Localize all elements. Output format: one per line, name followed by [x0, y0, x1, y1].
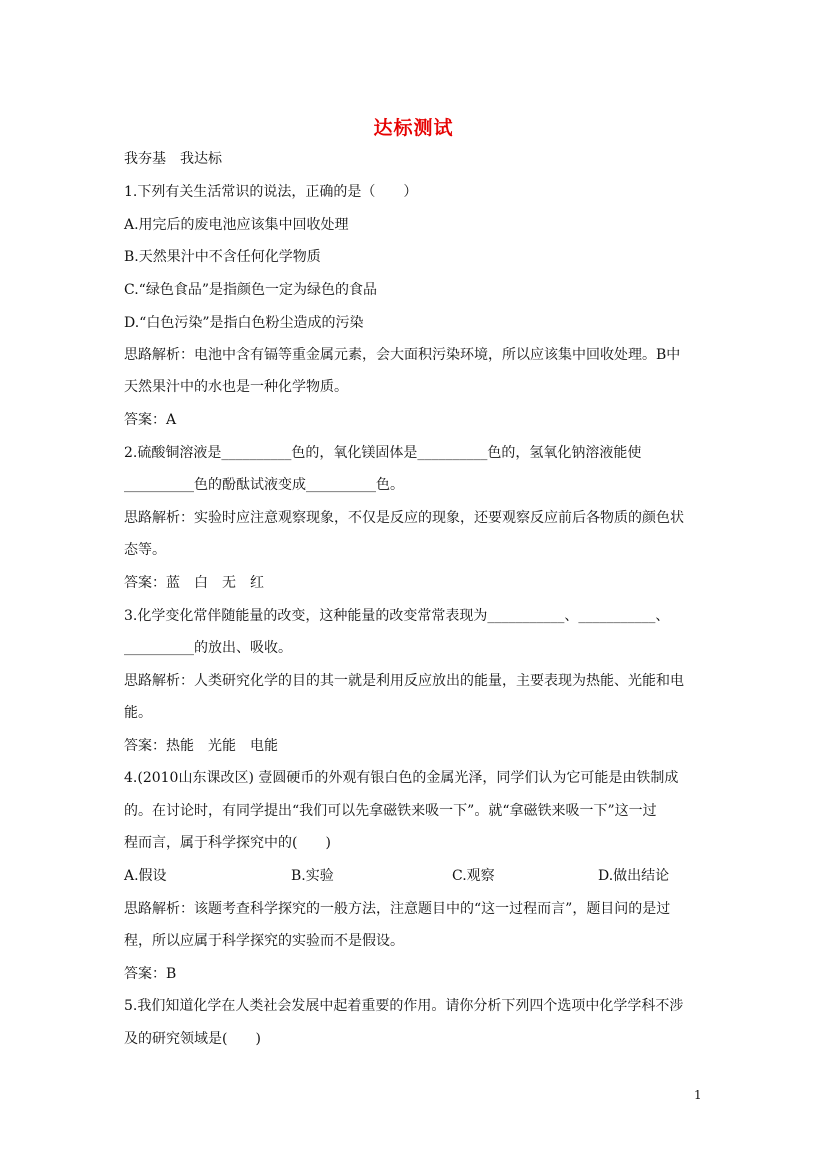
- q3-answer: 答案：热能 光能 电能: [124, 738, 278, 754]
- q1-analysis-line1: 思路解析：电池中含有镉等重金属元素，会大面积污染环境，所以应该集中回收处理。B中: [124, 347, 681, 363]
- q1-option-b: B.天然果汁中不含任何化学物质: [124, 249, 321, 265]
- q1-analysis-line2: 天然果汁中的水也是一种化学物质。: [124, 379, 348, 395]
- q3-analysis-line2: 能。: [124, 705, 152, 721]
- q1-option-c: C.“绿色食品”是指颜色一定为绿色的食品: [124, 282, 377, 298]
- q1-option-d: D.“白色污染”是指白色粉尘造成的污染: [124, 315, 364, 331]
- q3-analysis-line1: 思路解析：人类研究化学的目的其一就是利用反应放出的能量，主要表现为热能、光能和电: [124, 673, 684, 689]
- q2-analysis-line2: 态等。: [124, 542, 166, 558]
- q4-option-a: A.假设: [124, 868, 167, 884]
- q4-option-b: B.实验: [291, 868, 334, 884]
- q1-stem: 1.下列有关生活常识的说法，正确的是（ ）: [124, 184, 418, 200]
- q5-stem-line2: 及的研究领域是( ): [124, 1031, 261, 1047]
- q5-stem-line1: 5.我们知道化学在人类社会发展中起着重要的作用。请你分析下列四个选项中化学学科不涉: [124, 998, 684, 1014]
- q2-stem-line2: __________色的酚酞试液变成__________色。: [124, 477, 404, 493]
- q2-analysis-line1: 思路解析：实验时应注意观察现象，不仅是反应的现象，还要观察反应前后各物质的颜色状: [124, 510, 684, 526]
- q3-stem-line2: __________的放出、吸收。: [124, 640, 292, 656]
- q2-answer: 答案：蓝 白 无 红: [124, 575, 264, 591]
- q4-analysis-line2: 程，所以应属于科学探究的实验而不是假设。: [124, 933, 404, 949]
- q1-answer: 答案：A: [124, 412, 177, 428]
- q1-option-a: A.用完后的废电池应该集中回收处理: [124, 217, 349, 233]
- q2-stem-line1: 2.硫酸铜溶液是__________色的，氧化镁固体是__________色的，氢氧化钠溶液能使: [124, 445, 642, 461]
- q4-stem-line3: 程而言，属于科学探究中的( ): [124, 835, 331, 851]
- q4-option-d: D.做出结论: [598, 868, 670, 884]
- q4-stem-line1: 4.(2010山东课改区) 壹圆硬币的外观有银白色的金属光泽，同学们认为它可能是由铁制成: [124, 770, 679, 786]
- q4-answer: 答案：B: [124, 966, 177, 982]
- page-title: 达标测试: [373, 117, 454, 139]
- section-heading: 我夯基 我达标: [124, 151, 222, 167]
- q4-analysis-line1: 思路解析：该题考查科学探究的一般方法，注意题目中的“这一过程而言”，题目问的是过: [124, 901, 671, 917]
- q4-stem-line2: 的。在讨论时，有同学提出“我们可以先拿磁铁来吸一下”。就“拿磁铁来吸一下”这一过: [124, 803, 657, 819]
- page-number: 1: [694, 1088, 702, 1102]
- q4-option-c: C.观察: [452, 868, 495, 884]
- q3-stem-line1: 3.化学变化常伴随能量的改变，这种能量的改变常常表现为___________、___________、: [124, 608, 670, 624]
